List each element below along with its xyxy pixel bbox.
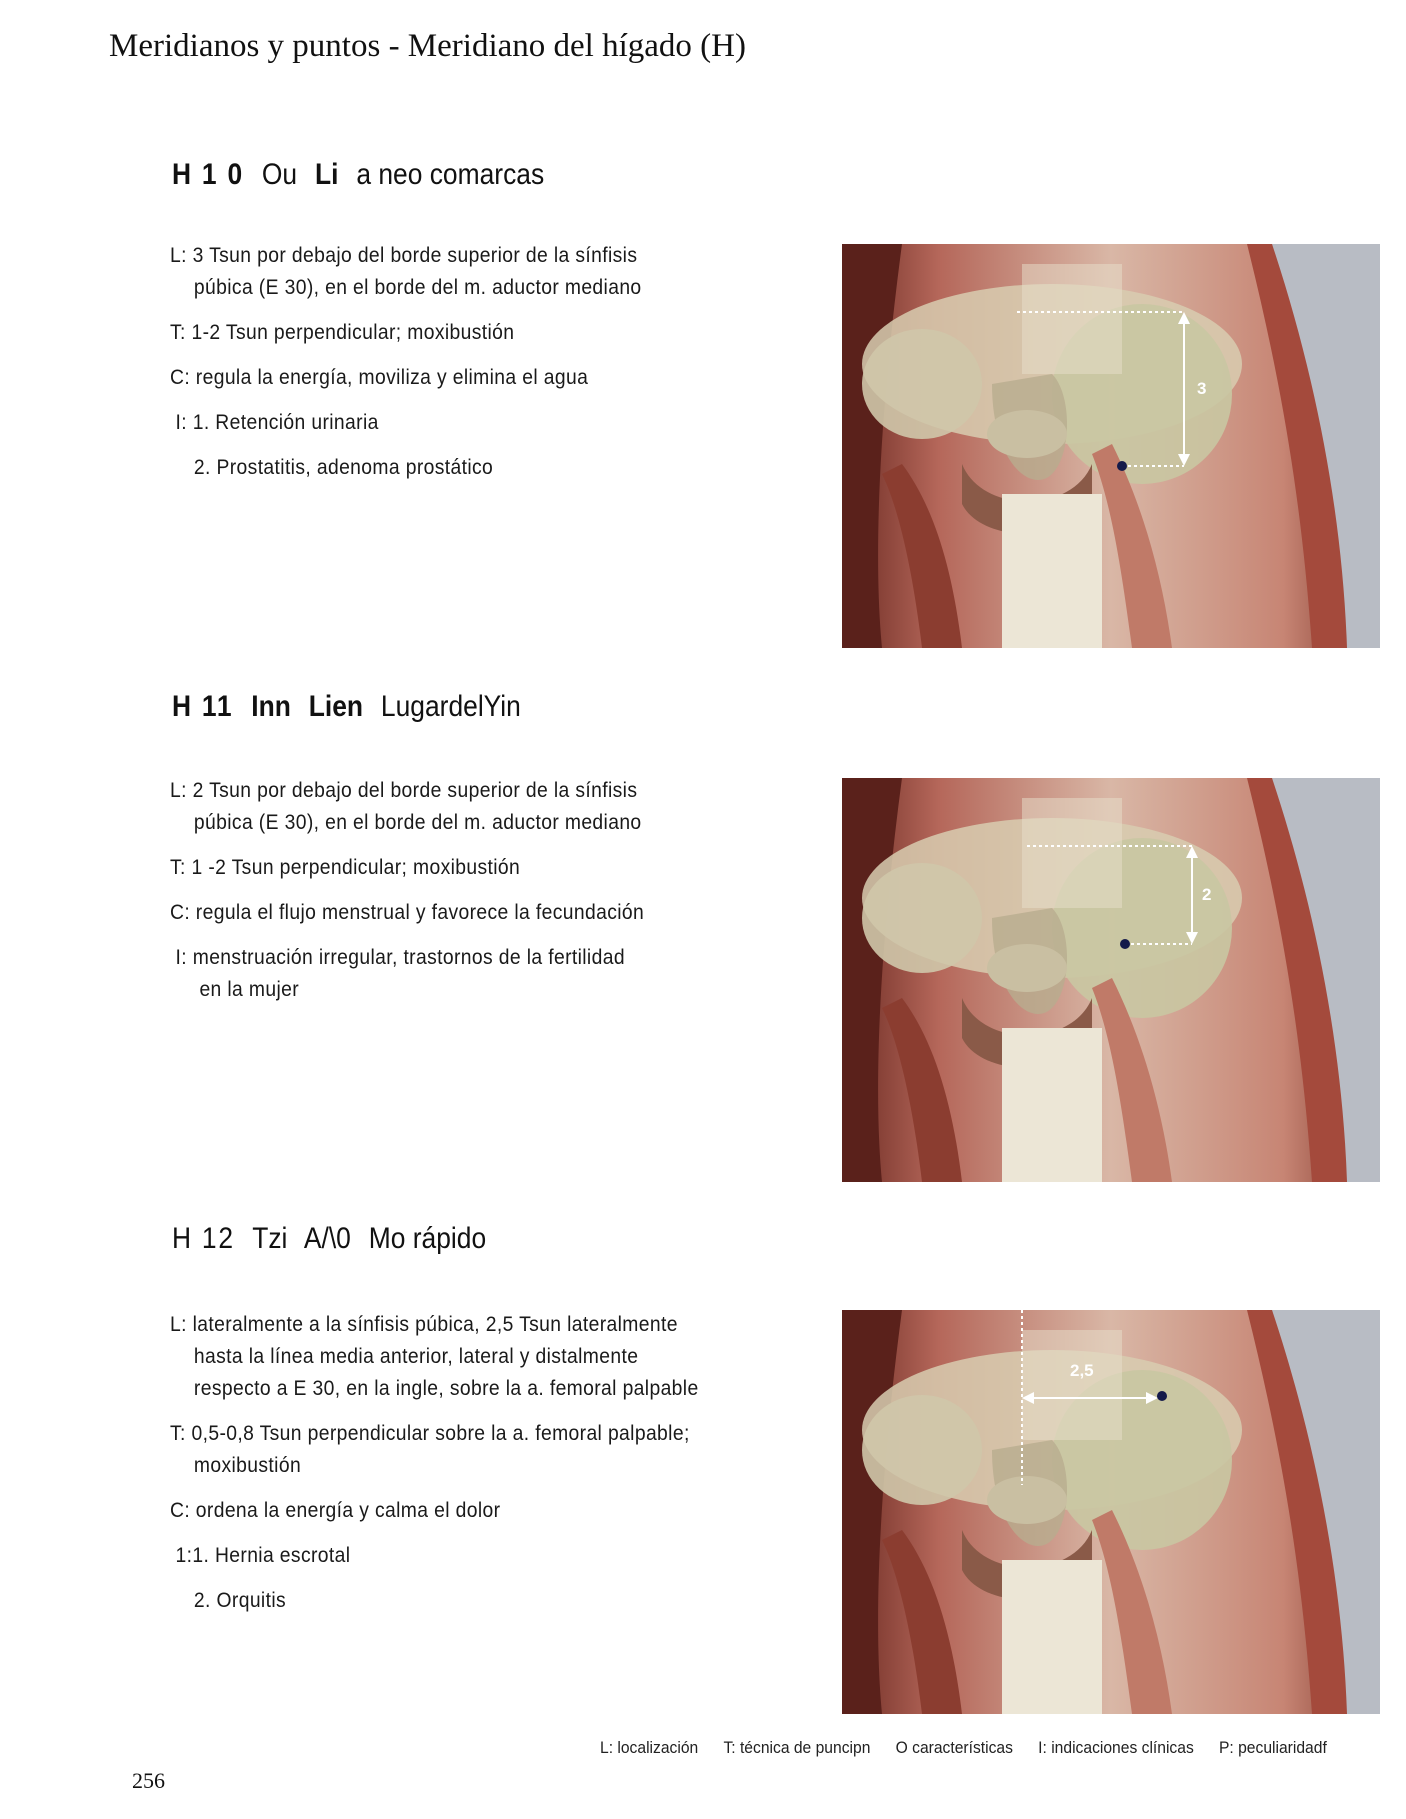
anatomy-illustration-h12 [842, 1310, 1380, 1714]
characteristics-text: C: ordena la energía y calma el dolor [170, 1499, 501, 1522]
legend-indications: I: indicaciones clínicas [1038, 1738, 1194, 1757]
point-description [170, 240, 722, 497]
point-name-b: Li [314, 158, 339, 191]
anatomy-figure [842, 778, 1380, 1182]
point-title [172, 690, 531, 724]
abbreviation-legend [600, 1738, 1327, 1758]
indication-1: I: 1. Retención urinaria [175, 411, 379, 434]
point-translation: Mo rápido [368, 1222, 487, 1255]
technique-text: T: 1 -2 Tsun perpendicular; moxibustión [170, 856, 521, 879]
indication-2: 2. Orquitis [193, 1589, 287, 1612]
legend-localization: L: localización [600, 1738, 699, 1757]
legend-peculiarities: P: peculiaridadf [1218, 1738, 1327, 1757]
page-number: 256 [132, 1768, 165, 1793]
point-title [172, 1222, 497, 1256]
point-title [172, 158, 555, 192]
point-code: H 12 [172, 1222, 235, 1255]
point-name-b: A/\0 [303, 1222, 351, 1255]
characteristics-text: C: regula el flujo menstrual y favorece la fecundación [170, 901, 645, 924]
point-translation: LugardelYin [380, 690, 521, 723]
running-head: Meridianos y puntos - Meridiano del hígado (H) [109, 28, 746, 64]
legend-technique: T: técnica de puncipn [723, 1738, 871, 1757]
point-name-a: Inn [251, 690, 291, 723]
characteristics-text: C: regula la energía, moviliza y elimina el agua [170, 366, 589, 389]
anatomy-illustration-h10 [842, 244, 1380, 648]
point-description [170, 1309, 722, 1630]
point-code: H 11 [172, 690, 234, 723]
measure-label: 2 [1202, 885, 1212, 904]
indication-1: 1:1. Hernia escrotal [175, 1544, 351, 1567]
point-name-b: Lien [308, 690, 364, 723]
point-name-a: Tzi [252, 1222, 288, 1255]
indication-1: I: menstruación irregular, trastornos de la fertilidad en la mujer [175, 946, 625, 1001]
point-code: H 1 0 [172, 158, 244, 191]
technique-text: T: 0,5-0,8 Tsun perpendicular sobre la a. femoral palpable; moxibustión [170, 1422, 690, 1477]
localization-text: L: 2 Tsun por debajo del borde superior de la sínfisis púbica (E 30), en el borde del m. aductor mediano [170, 779, 642, 834]
point-translation: a neo comarcas [356, 158, 545, 191]
anatomy-illustration-h11 [842, 778, 1380, 1182]
technique-text: T: 1-2 Tsun perpendicular; moxibustión [170, 321, 515, 344]
point-name-a: Ou [261, 158, 298, 191]
measure-label: 2,5 [1070, 1361, 1094, 1380]
point-description [170, 775, 722, 1019]
anatomy-figure [842, 1310, 1380, 1714]
legend-characteristics: O características [895, 1738, 1013, 1757]
anatomy-figure [842, 244, 1380, 648]
indication-2: 2. Prostatitis, adenoma prostático [193, 456, 494, 479]
localization-text: L: lateralmente a la sínfisis púbica, 2,5 Tsun lateralmente hasta la línea media anterior, lateral y distalmente respecto a E 30, en la ingle, sobre la a. femoral palpable [170, 1313, 699, 1400]
measure-label: 3 [1197, 379, 1207, 398]
localization-text: L: 3 Tsun por debajo del borde superior de la sínfisis púbica (E 30), en el borde del m. aductor mediano [170, 244, 642, 299]
